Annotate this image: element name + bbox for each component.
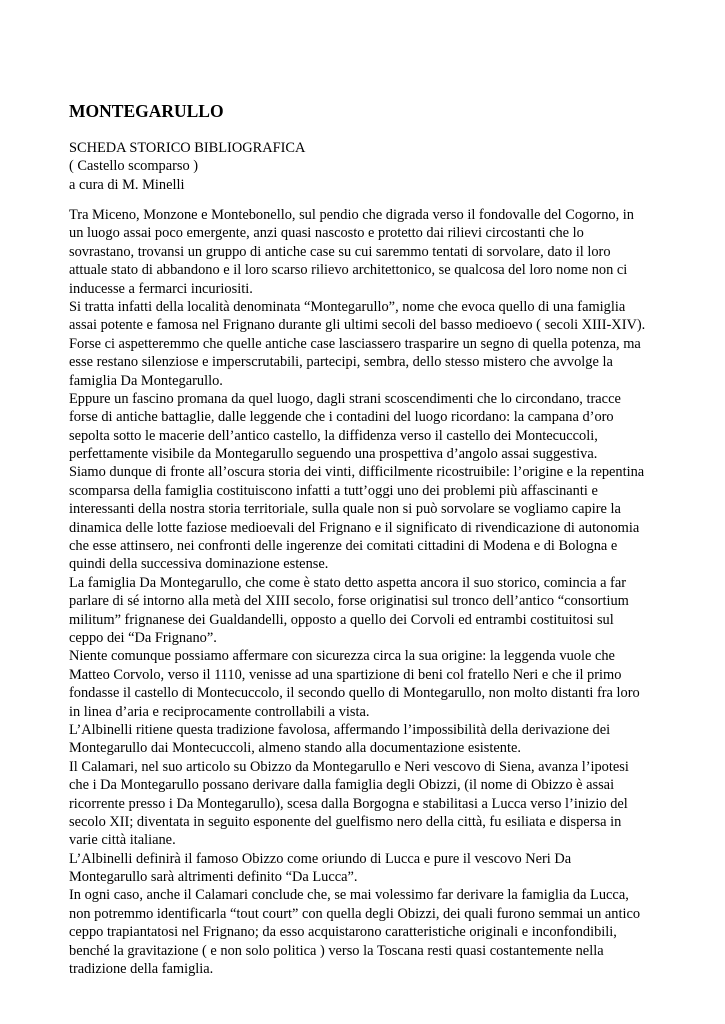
body-line: ceppo trapiantatosi nel Frignano; da esso acquistarono caratteristiche originali e inconfondibili, [69, 924, 617, 941]
body-line: un luogo assai poco emergente, anzi quasi nascosto e protetto dai rilievi circostanti che lo [69, 225, 584, 242]
body-line: Niente comunque possiamo affermare con sicurezza circa la sua origine: la leggenda vuole che [69, 648, 615, 665]
body-line: Matteo Corvolo, verso il 1110, venisse ad una spartizione di beni col fratello Neri e che il primo [69, 666, 622, 683]
body-line: ricorrente presso i Da Montegarullo), scesa dalla Borgogna e stabilitasi a Lucca verso l’inizio del [69, 795, 628, 812]
body-line: Si tratta infatti della località denominata “Montegarullo”, nome che evoca quello di una famiglia [69, 298, 626, 315]
body-line: ceppo dei “Da Frignano”. [69, 629, 217, 646]
body-line: dinamica delle lotte faziose medioevali del Frignano e il significato di rivendicazione di autonomia [69, 519, 640, 536]
body-line: sepolta sotto le macerie dell’antico castello, la diffidenza verso il castello dei Montecuccoli, [69, 427, 598, 444]
body-line: benché la gravitazione ( e non solo politica ) verso la Toscana resti quasi costantemente nella [69, 942, 604, 959]
body-line: fondasse il castello di Montecuccolo, il secondo quello di Montegarullo, non molto distanti fra loro [69, 685, 640, 702]
body-line: parlare di sé intorno alla metà del XIII secolo, forse originatisi sul tronco dell’antico “consortium [69, 593, 629, 610]
header-line-author: a cura di M. Minelli [69, 176, 185, 193]
body-line: che i Da Montegarullo possano derivare dalla famiglia degli Obizzi, (il nome di Obizzo è assai [69, 777, 615, 794]
body-line: Montegarullo dai Montecuccoli, almeno stando alla documentazione esistente. [69, 740, 521, 757]
body-line: scomparsa della famiglia costituiscono infatti a tutt’oggi uno dei problemi più affascinanti e [69, 482, 598, 499]
body-line: Montegarullo sarà altrimenti definito “Da Lucca”. [69, 869, 358, 886]
document-body [69, 206, 669, 978]
body-line: assai potente e famosa nel Frignano durante gli ultimi secoli del basso medioevo ( secoli XIII-XIV). [69, 317, 646, 334]
body-line: quindi della successiva dominazione estense. [69, 556, 329, 573]
body-line: interessanti della nostra storia territoriale, sulla quale non si può sorvolare se vogliamo capire la [69, 501, 621, 518]
body-line: tradizione della famiglia. [69, 961, 214, 978]
body-line: sovrastano, trovansi un gruppo di antiche case su cui saremmo tentati di sorvolare, dato il loro [69, 243, 611, 260]
body-line: Siamo dunque di fronte all’oscura storia dei vinti, difficilmente ricostruibile: l’origine e la repentina [69, 464, 645, 481]
body-line: L’Albinelli ritiene questa tradizione favolosa, affermando l’impossibilità della derivazione dei [69, 721, 611, 738]
body-line: in linea d’aria e reciprocamente controllabili a vista. [69, 703, 370, 720]
body-line: famiglia Da Montegarullo. [69, 372, 223, 389]
body-line: Tra Miceno, Monzone e Montebonello, sul pendio che digrada verso il fondovalle del Cogorno, in [69, 207, 634, 223]
body-line: In ogni caso, anche il Calamari conclude che, se mai volessimo far derivare la famiglia da Lucca, [69, 887, 629, 904]
body-line: L’Albinelli definirà il famoso Obizzo come oriundo di Lucca e pure il vescovo Neri Da [69, 850, 572, 867]
body-line: varie città italiane. [69, 832, 176, 849]
body-line: Eppure un fascino promana da quel luogo, dagli strani scoscendimenti che lo circondano, tracce [69, 390, 621, 407]
body-line: La famiglia Da Montegarullo, che come è stato detto aspetta ancora il suo storico, comincia a far [69, 574, 627, 591]
header-line-note: ( Castello scomparso ) [69, 158, 199, 175]
document-header [69, 139, 305, 194]
header-line-subtitle: SCHEDA STORICO BIBLIOGRAFICA [69, 140, 306, 156]
body-line: secolo XII; diventata in seguito esponente del guelfismo nero della città, fu esiliata e dispersa in [69, 813, 622, 830]
body-line: non potremmo identificarla “tout court” con quella degli Obizzi, dei quali furono semmai un antico [69, 905, 641, 922]
body-line: Il Calamari, nel suo articolo su Obizzo da Montegarullo e Neri vescovo di Siena, avanza l’ipotesi [69, 758, 629, 775]
body-line: Forse ci aspetteremmo che quelle antiche case lasciassero trasparire un segno di quella potenza, ma [69, 335, 641, 352]
body-line: inducesse a fermarci incuriositi. [69, 280, 253, 297]
body-line: militum” frignanese dei Gualdandelli, opposto a quello dei Corvoli ed entrambi costituitosi sul [69, 611, 614, 628]
body-line: che esse attinsero, nei confronti delle ingerenze dei comitati cittadini di Modena e di Bologna e [69, 538, 618, 555]
body-line: esse restano silenziose e imperscrutabili, partecipi, sembra, dello stesso mistero che avvolge la [69, 354, 613, 371]
body-line: forse di antiche battaglie, dalle leggende che i contadini del luogo ricordano: la campana d’oro [69, 409, 614, 426]
body-line: attuale stato di abbandono e il loro scarso rilievo architettonico, se qualcosa del loro nome non ci [69, 262, 628, 279]
document-title: MONTEGARULLO [69, 101, 224, 121]
body-line: perfettamente visibile da Montegarullo seguendo una prospettiva d’angolo assai suggestiva. [69, 446, 598, 463]
